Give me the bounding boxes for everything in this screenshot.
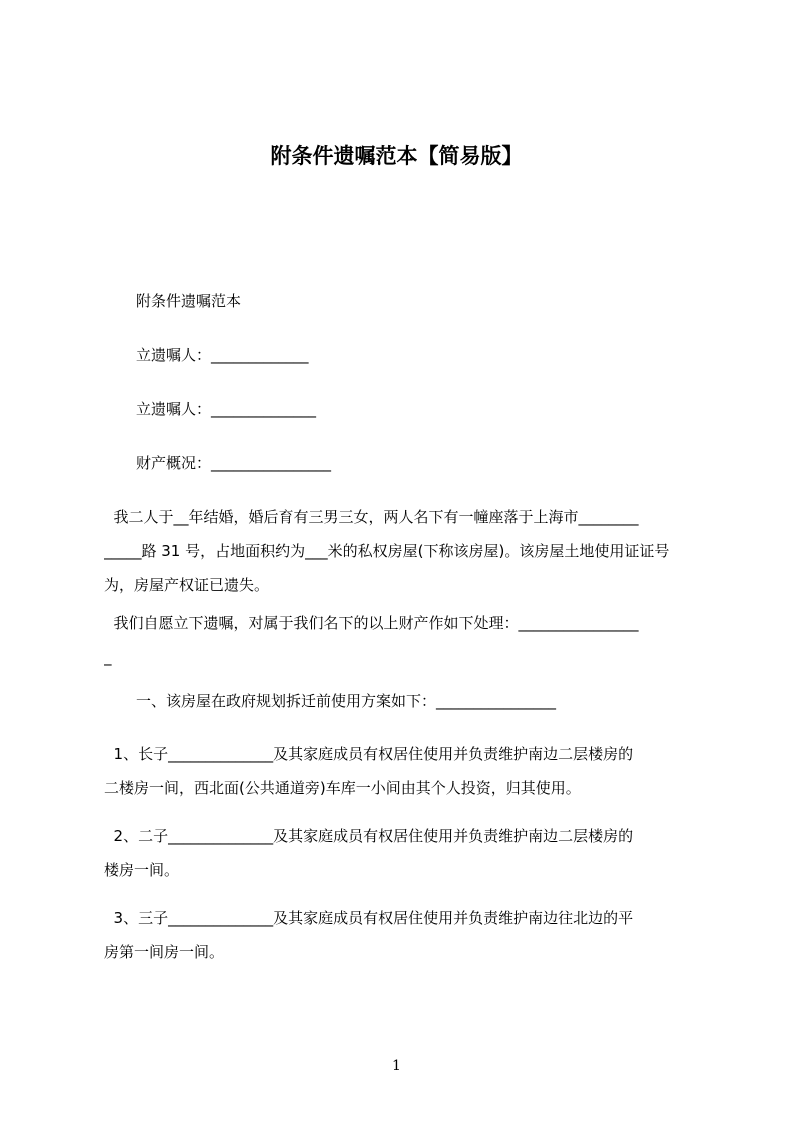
item-second-son-line: 2、二子______________及其家庭成员有权居住使用并负责维护南边二层楼房的 xyxy=(104,827,634,845)
marriage-paragraph-line: 为，房屋产权证已遗失。 xyxy=(104,576,270,594)
item-second-son-line: 楼房一间。 xyxy=(104,861,180,879)
property-status-line: 财产概况：________________ xyxy=(136,454,332,472)
item-third-son-line: 3、三子______________及其家庭成员有权居住使用并负责维护南边往北边的平 xyxy=(104,909,634,927)
item-eldest-son-line: 1、长子______________及其家庭成员有权居住使用并负责维护南边二层楼房的 xyxy=(104,745,634,763)
will-intent-paragraph-line: _ xyxy=(104,648,112,666)
will-intent-paragraph xyxy=(104,606,700,674)
item-eldest-son-line: 二楼房一间，西北面(公共通道旁)车库一小间由其个人投资，归其使用。 xyxy=(104,779,581,797)
document-subtitle: 附条件遗嘱范本 xyxy=(136,292,242,310)
marriage-paragraph-line: _____路 31 号，占地面积约为___米的私权房屋(下称该房屋)。该房屋土地使用证证号 xyxy=(104,542,670,560)
section-heading-1: 一、该房屋在政府规划拆迁前使用方案如下：________________ xyxy=(136,692,557,710)
page-number: 1 xyxy=(392,1058,401,1074)
will-intent-paragraph-line: 我们自愿立下遗嘱，对属于我们名下的以上财产作如下处理：________________ xyxy=(104,614,639,632)
marriage-paragraph xyxy=(104,500,700,602)
testator-line-1: 立遗嘱人：_____________ xyxy=(136,346,309,364)
item-third-son xyxy=(104,901,700,969)
item-eldest-son xyxy=(104,737,700,805)
testator-line-2: 立遗嘱人：______________ xyxy=(136,400,317,418)
item-second-son xyxy=(104,819,700,887)
item-third-son-line: 房第一间房一间。 xyxy=(104,943,225,961)
marriage-paragraph-line: 我二人于__年结婚，婚后育有三男三女，两人名下有一幢座落于上海市________ xyxy=(104,508,639,526)
page-title: 附条件遗嘱范本【简易版】 xyxy=(270,144,523,168)
